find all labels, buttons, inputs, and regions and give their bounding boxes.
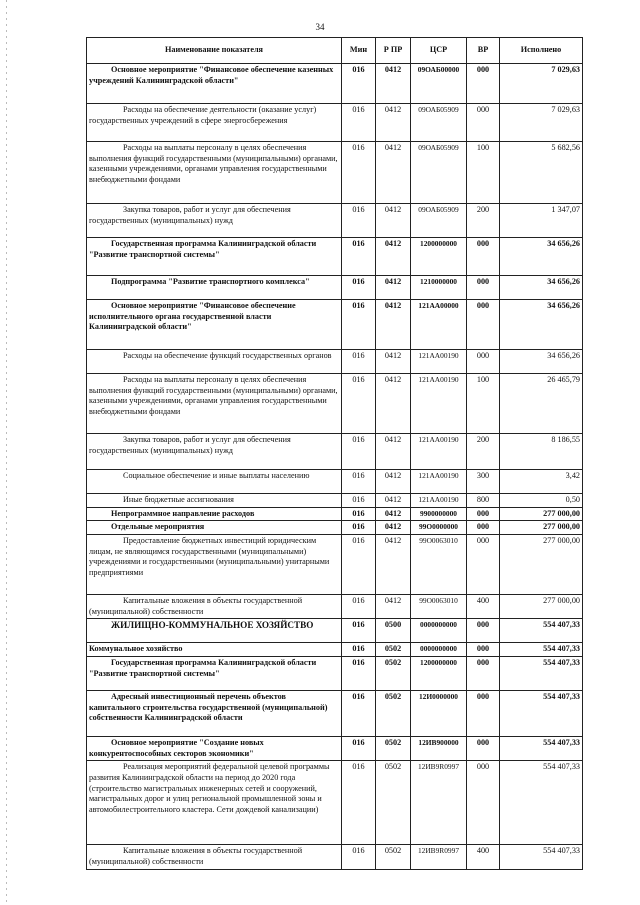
table-header-row <box>87 38 583 64</box>
table-row <box>87 238 583 276</box>
cell-vr: 000 <box>467 736 500 760</box>
cell-done: 34 656,26 <box>500 238 583 276</box>
cell-rpr: 0412 <box>376 350 411 374</box>
table-row <box>87 374 583 434</box>
cell-rpr: 0412 <box>376 470 411 494</box>
cell-vr: 000 <box>467 238 500 276</box>
cell-min: 016 <box>342 142 376 204</box>
cell-done: 277 000,00 <box>500 594 583 618</box>
table-row <box>87 619 583 643</box>
cell-csr: 09ОАБ05909 <box>411 142 467 204</box>
table-row <box>87 64 583 104</box>
cell-name: Отдельные мероприятия <box>87 521 342 535</box>
cell-min: 016 <box>342 845 376 869</box>
table-row <box>87 434 583 470</box>
cell-done: 554 407,33 <box>500 845 583 869</box>
table-row <box>87 643 583 657</box>
cell-min: 016 <box>342 470 376 494</box>
cell-vr: 300 <box>467 470 500 494</box>
cell-rpr: 0412 <box>376 534 411 594</box>
cell-vr: 400 <box>467 845 500 869</box>
cell-min: 016 <box>342 64 376 104</box>
cell-name: Расходы на выплаты персоналу в целях обеспечения выполнения функций государственными (муниципальными) органами, казенными учреждениями, органами управления государственными внебюджетными фондами <box>87 374 342 434</box>
cell-rpr: 0412 <box>376 434 411 470</box>
cell-done: 34 656,26 <box>500 276 583 300</box>
cell-name: Закупка товаров, работ и услуг для обеспечения государственных (муниципальных) нужд <box>87 434 342 470</box>
cell-min: 016 <box>342 434 376 470</box>
cell-min: 016 <box>342 656 376 690</box>
cell-rpr: 0412 <box>376 521 411 535</box>
cell-name: Основное мероприятие "Финансовое обеспечение казенных учреждений Калининградской области" <box>87 64 342 104</box>
column-header-name: Наименование показателя <box>87 38 342 64</box>
cell-vr: 000 <box>467 643 500 657</box>
cell-done: 8 186,55 <box>500 434 583 470</box>
cell-vr: 000 <box>467 521 500 535</box>
cell-rpr: 0412 <box>376 300 411 350</box>
cell-name: ЖИЛИЩНО-КОММУНАЛЬНОЕ ХОЗЯЙСТВО <box>87 619 342 643</box>
cell-done: 26 465,79 <box>500 374 583 434</box>
cell-csr: 1200000000 <box>411 656 467 690</box>
table-row <box>87 594 583 618</box>
cell-done: 554 407,33 <box>500 656 583 690</box>
page-number: 34 <box>315 22 325 32</box>
cell-min: 016 <box>342 690 376 736</box>
cell-rpr: 0412 <box>376 142 411 204</box>
cell-vr: 400 <box>467 594 500 618</box>
cell-rpr: 0500 <box>376 619 411 643</box>
table-row <box>87 494 583 508</box>
cell-name: Реализация мероприятий федеральной целевой программы развития Калининградской области на период до 2020 года (строительство магистральных инженерных сетей и сооружений, магистральных дорог и улиц региональной промышленной зоны и автомобилестроительного кластера. Сети дождевой канализации) <box>87 761 342 845</box>
cell-min: 016 <box>342 594 376 618</box>
table-row <box>87 534 583 594</box>
cell-csr: 121АА00190 <box>411 470 467 494</box>
cell-vr: 000 <box>467 507 500 521</box>
cell-min: 016 <box>342 507 376 521</box>
column-header-min: Мин <box>342 38 376 64</box>
cell-min: 016 <box>342 534 376 594</box>
cell-rpr: 0412 <box>376 374 411 434</box>
cell-vr: 000 <box>467 656 500 690</box>
cell-min: 016 <box>342 736 376 760</box>
cell-name: Подпрограмма "Развитие транспортного комплекса" <box>87 276 342 300</box>
cell-name: Адресный инвестиционный перечень объектов капитального строительства государственной (муниципальной) собственности Калининградской области <box>87 690 342 736</box>
cell-csr: 12ИВ900000 <box>411 736 467 760</box>
cell-min: 016 <box>342 104 376 142</box>
cell-rpr: 0502 <box>376 690 411 736</box>
cell-rpr: 0412 <box>376 104 411 142</box>
cell-rpr: 0502 <box>376 845 411 869</box>
cell-name: Основное мероприятие "Финансовое обеспечение исполнительного органа государственной власти Калининградской области" <box>87 300 342 350</box>
cell-rpr: 0502 <box>376 736 411 760</box>
cell-name: Государственная программа Калининградской области "Развитие транспортной системы" <box>87 656 342 690</box>
cell-csr: 99О0000000 <box>411 521 467 535</box>
table-row <box>87 736 583 760</box>
cell-vr: 800 <box>467 494 500 508</box>
cell-name: Иные бюджетные ассигнования <box>87 494 342 508</box>
cell-done: 554 407,33 <box>500 736 583 760</box>
cell-vr: 000 <box>467 761 500 845</box>
cell-name: Капитальные вложения в объекты государственной (муниципальной) собственности <box>87 594 342 618</box>
cell-csr: 12И0000000 <box>411 690 467 736</box>
cell-min: 016 <box>342 521 376 535</box>
cell-csr: 9900000000 <box>411 507 467 521</box>
cell-rpr: 0412 <box>376 494 411 508</box>
column-header-done: Исполнено <box>500 38 583 64</box>
cell-vr: 000 <box>467 300 500 350</box>
cell-name: Капитальные вложения в объекты государственной (муниципальной) собственности <box>87 845 342 869</box>
table-row <box>87 350 583 374</box>
cell-done: 5 682,56 <box>500 142 583 204</box>
table-row <box>87 104 583 142</box>
cell-csr: 99О0063010 <box>411 594 467 618</box>
table-row <box>87 761 583 845</box>
table-row <box>87 300 583 350</box>
column-header-csr: ЦСР <box>411 38 467 64</box>
cell-csr: 09ОАБ05909 <box>411 104 467 142</box>
cell-min: 016 <box>342 204 376 238</box>
budget-table <box>86 37 583 870</box>
cell-name: Расходы на выплаты персоналу в целях обеспечения выполнения функций государственными (муниципальными) органами, казенными учреждениями, органами управления государственными внебюджетными фондами <box>87 142 342 204</box>
cell-name: Коммунальное хозяйство <box>87 643 342 657</box>
cell-done: 7 029,63 <box>500 104 583 142</box>
cell-rpr: 0502 <box>376 761 411 845</box>
cell-rpr: 0412 <box>376 507 411 521</box>
cell-csr: 121АА00190 <box>411 350 467 374</box>
cell-rpr: 0412 <box>376 204 411 238</box>
cell-csr: 121АА00190 <box>411 434 467 470</box>
cell-name: Основное мероприятие "Создание новых конкурентоспособных секторов экономики" <box>87 736 342 760</box>
cell-vr: 000 <box>467 350 500 374</box>
cell-name: Непрограммное направление расходов <box>87 507 342 521</box>
cell-csr: 12ИВ9R0997 <box>411 761 467 845</box>
cell-done: 34 656,26 <box>500 300 583 350</box>
cell-min: 016 <box>342 276 376 300</box>
cell-csr: 121АА00190 <box>411 494 467 508</box>
cell-done: 277 000,00 <box>500 534 583 594</box>
table-row <box>87 204 583 238</box>
cell-vr: 100 <box>467 142 500 204</box>
cell-done: 0,50 <box>500 494 583 508</box>
column-header-vr: ВР <box>467 38 500 64</box>
cell-min: 016 <box>342 374 376 434</box>
table-row <box>87 690 583 736</box>
cell-rpr: 0412 <box>376 276 411 300</box>
cell-vr: 000 <box>467 690 500 736</box>
cell-rpr: 0502 <box>376 643 411 657</box>
cell-min: 016 <box>342 761 376 845</box>
cell-done: 1 347,07 <box>500 204 583 238</box>
table-row <box>87 276 583 300</box>
cell-csr: 0000000000 <box>411 619 467 643</box>
cell-vr: 000 <box>467 104 500 142</box>
cell-min: 016 <box>342 238 376 276</box>
table-row <box>87 142 583 204</box>
cell-vr: 000 <box>467 619 500 643</box>
cell-rpr: 0412 <box>376 238 411 276</box>
cell-vr: 000 <box>467 276 500 300</box>
cell-min: 016 <box>342 494 376 508</box>
table-row <box>87 507 583 521</box>
cell-csr: 12ИВ9R0997 <box>411 845 467 869</box>
cell-csr: 09ОАБ00000 <box>411 64 467 104</box>
cell-min: 016 <box>342 643 376 657</box>
cell-done: 277 000,00 <box>500 521 583 535</box>
cell-csr: 0000000000 <box>411 643 467 657</box>
cell-done: 277 000,00 <box>500 507 583 521</box>
cell-csr: 1200000000 <box>411 238 467 276</box>
cell-csr: 1210000000 <box>411 276 467 300</box>
scan-edge <box>6 0 7 905</box>
cell-rpr: 0502 <box>376 656 411 690</box>
cell-rpr: 0412 <box>376 64 411 104</box>
cell-name: Социальное обеспечение и иные выплаты населению <box>87 470 342 494</box>
cell-min: 016 <box>342 300 376 350</box>
cell-name: Закупка товаров, работ и услуг для обеспечения государственных (муниципальных) нужд <box>87 204 342 238</box>
cell-name: Расходы на обеспечение деятельности (оказание услуг) государственных учреждений в сфере энергосбережения <box>87 104 342 142</box>
cell-done: 3,42 <box>500 470 583 494</box>
cell-done: 554 407,33 <box>500 643 583 657</box>
table-row <box>87 470 583 494</box>
cell-name: Расходы на обеспечение функций государственных органов <box>87 350 342 374</box>
cell-vr: 200 <box>467 204 500 238</box>
cell-csr: 09ОАБ05909 <box>411 204 467 238</box>
cell-done: 554 407,33 <box>500 619 583 643</box>
table-row <box>87 656 583 690</box>
cell-done: 7 029,63 <box>500 64 583 104</box>
cell-vr: 000 <box>467 64 500 104</box>
cell-name: Государственная программа Калининградской области "Развитие транспортной системы" <box>87 238 342 276</box>
column-header-rpr: Р ПР <box>376 38 411 64</box>
cell-done: 554 407,33 <box>500 761 583 845</box>
cell-vr: 000 <box>467 534 500 594</box>
cell-done: 554 407,33 <box>500 690 583 736</box>
cell-done: 34 656,26 <box>500 350 583 374</box>
cell-csr: 121АА00000 <box>411 300 467 350</box>
table-row <box>87 845 583 869</box>
table-row <box>87 521 583 535</box>
cell-min: 016 <box>342 619 376 643</box>
cell-csr: 99О0063010 <box>411 534 467 594</box>
cell-csr: 121АА00190 <box>411 374 467 434</box>
cell-rpr: 0412 <box>376 594 411 618</box>
cell-vr: 200 <box>467 434 500 470</box>
cell-name: Предоставление бюджетных инвестиций юридическим лицам, не являющимся государственными (муниципальными) учреждениями и государственными (муниципальными) унитарными предприятиями <box>87 534 342 594</box>
cell-min: 016 <box>342 350 376 374</box>
cell-vr: 100 <box>467 374 500 434</box>
